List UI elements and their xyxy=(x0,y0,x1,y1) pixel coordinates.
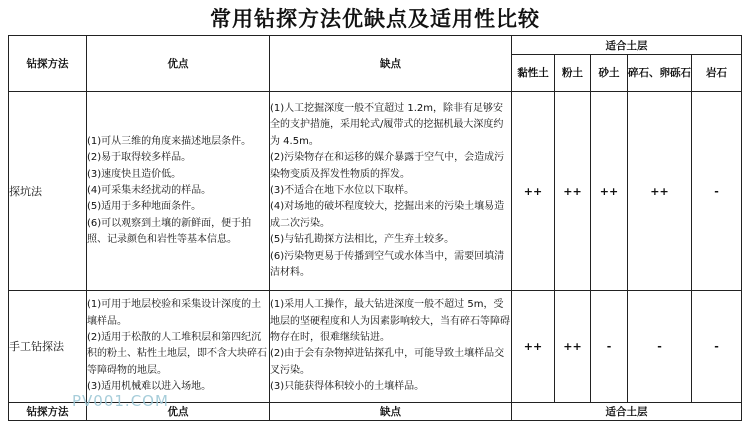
header-pros: 优点 xyxy=(87,36,270,92)
header-cons: 缺点 xyxy=(270,36,512,92)
rating-sand: ++ xyxy=(591,92,628,291)
cons-item: (4)对场地的破坏程度较大，挖掘出来的污染土壤易造成二次污染。 xyxy=(270,201,505,229)
rating-rock: - xyxy=(692,92,742,291)
rating-sand: - xyxy=(591,290,628,402)
comparison-table xyxy=(8,35,742,421)
pros-item: (3)速度快且造价低。 xyxy=(87,168,182,180)
rating-gravel: - xyxy=(628,290,692,402)
watermark: PV001.COM xyxy=(72,392,169,410)
pros-item: (3)适用机械难以进入场地。 xyxy=(87,381,212,393)
rating-gravel: ++ xyxy=(628,92,692,291)
row-method: 探坑法 xyxy=(9,92,87,291)
header-soil-sand: 砂土 xyxy=(591,55,628,92)
cons-item: (3)只能获得体积较小的土壤样品。 xyxy=(270,381,425,393)
cons-item: (2)由于会有杂物掉进钻探孔中，可能导致土壤样品交叉污染。 xyxy=(270,348,505,376)
cons-item: (2)污染物存在和运移的媒介暴露于空气中，会造成污染物变质及挥发性物质的挥发。 xyxy=(270,152,505,180)
footer-method: 钻探方法 xyxy=(9,402,87,420)
header-soil-gravel: 碎石、卵砾石 xyxy=(628,55,692,92)
table-row xyxy=(9,290,742,402)
cons-item: (3)不适合在地下水位以下取样。 xyxy=(270,184,415,196)
footer-suitable-soil: 适合土层 xyxy=(512,402,742,420)
row-cons xyxy=(270,92,512,291)
rating-silt: ++ xyxy=(555,290,591,402)
cons-item: (6)污染物更易于传播到空气或水体当中，需要回填清洁材料。 xyxy=(270,250,505,279)
pros-item: (4)可采集未经扰动的样品。 xyxy=(87,184,212,196)
header-soil-silt: 粉土 xyxy=(555,55,591,92)
rating-clay: ++ xyxy=(512,92,555,291)
row-method: 手工钻探法 xyxy=(9,290,87,402)
header-method: 钻探方法 xyxy=(9,36,87,92)
footer-pros: 优点 xyxy=(87,402,270,420)
pros-item: (1)可从三维的角度来描述地层条件。 xyxy=(87,135,252,147)
row-pros xyxy=(87,290,270,402)
rating-clay: ++ xyxy=(512,290,555,402)
pros-item: (2)易于取得较多样品。 xyxy=(87,152,192,164)
pros-item: (1)可用于地层校验和采集设计深度的土壤样品。 xyxy=(87,299,262,327)
header-suitable-soil: 适合土层 xyxy=(512,36,742,55)
pros-item: (6)可以观察到土壤的新鲜面，便于拍照、记录颜色和岩性等基本信息。 xyxy=(87,217,252,246)
pros-item: (5)适用于多种地面条件。 xyxy=(87,201,202,213)
footer-cons: 缺点 xyxy=(270,402,512,420)
cons-item: (1)采用人工操作，最大钻进深度一般不超过 5m，受地层的坚硬程度和人为因素影响较大，当有碎石等障碍物存在时，很难继续钻进。 xyxy=(270,299,510,343)
header-soil-clay: 黏性土 xyxy=(512,55,555,92)
pros-item: (2)适用于松散的人工堆积层和第四纪沉积的粉土、粘性土地层，即不含大块碎石等障碍物的地层。 xyxy=(87,331,267,376)
rating-rock: - xyxy=(692,290,742,402)
rating-silt: ++ xyxy=(555,92,591,291)
row-cons xyxy=(270,290,512,402)
page-title: 常用钻探方法优缺点及适用性比较 xyxy=(210,7,540,31)
header-soil-rock: 岩石 xyxy=(692,55,742,92)
table-row xyxy=(9,92,742,291)
cons-item: (1)人工挖掘深度一般不宜超过 1.2m，除非有足够安全的支护措施，采用轮式/履带式的挖掘机最大深度约为 4.5m。 xyxy=(270,102,504,147)
cons-item: (5)与钻孔勘探方法相比，产生弃土较多。 xyxy=(270,234,455,246)
row-pros xyxy=(87,92,270,291)
